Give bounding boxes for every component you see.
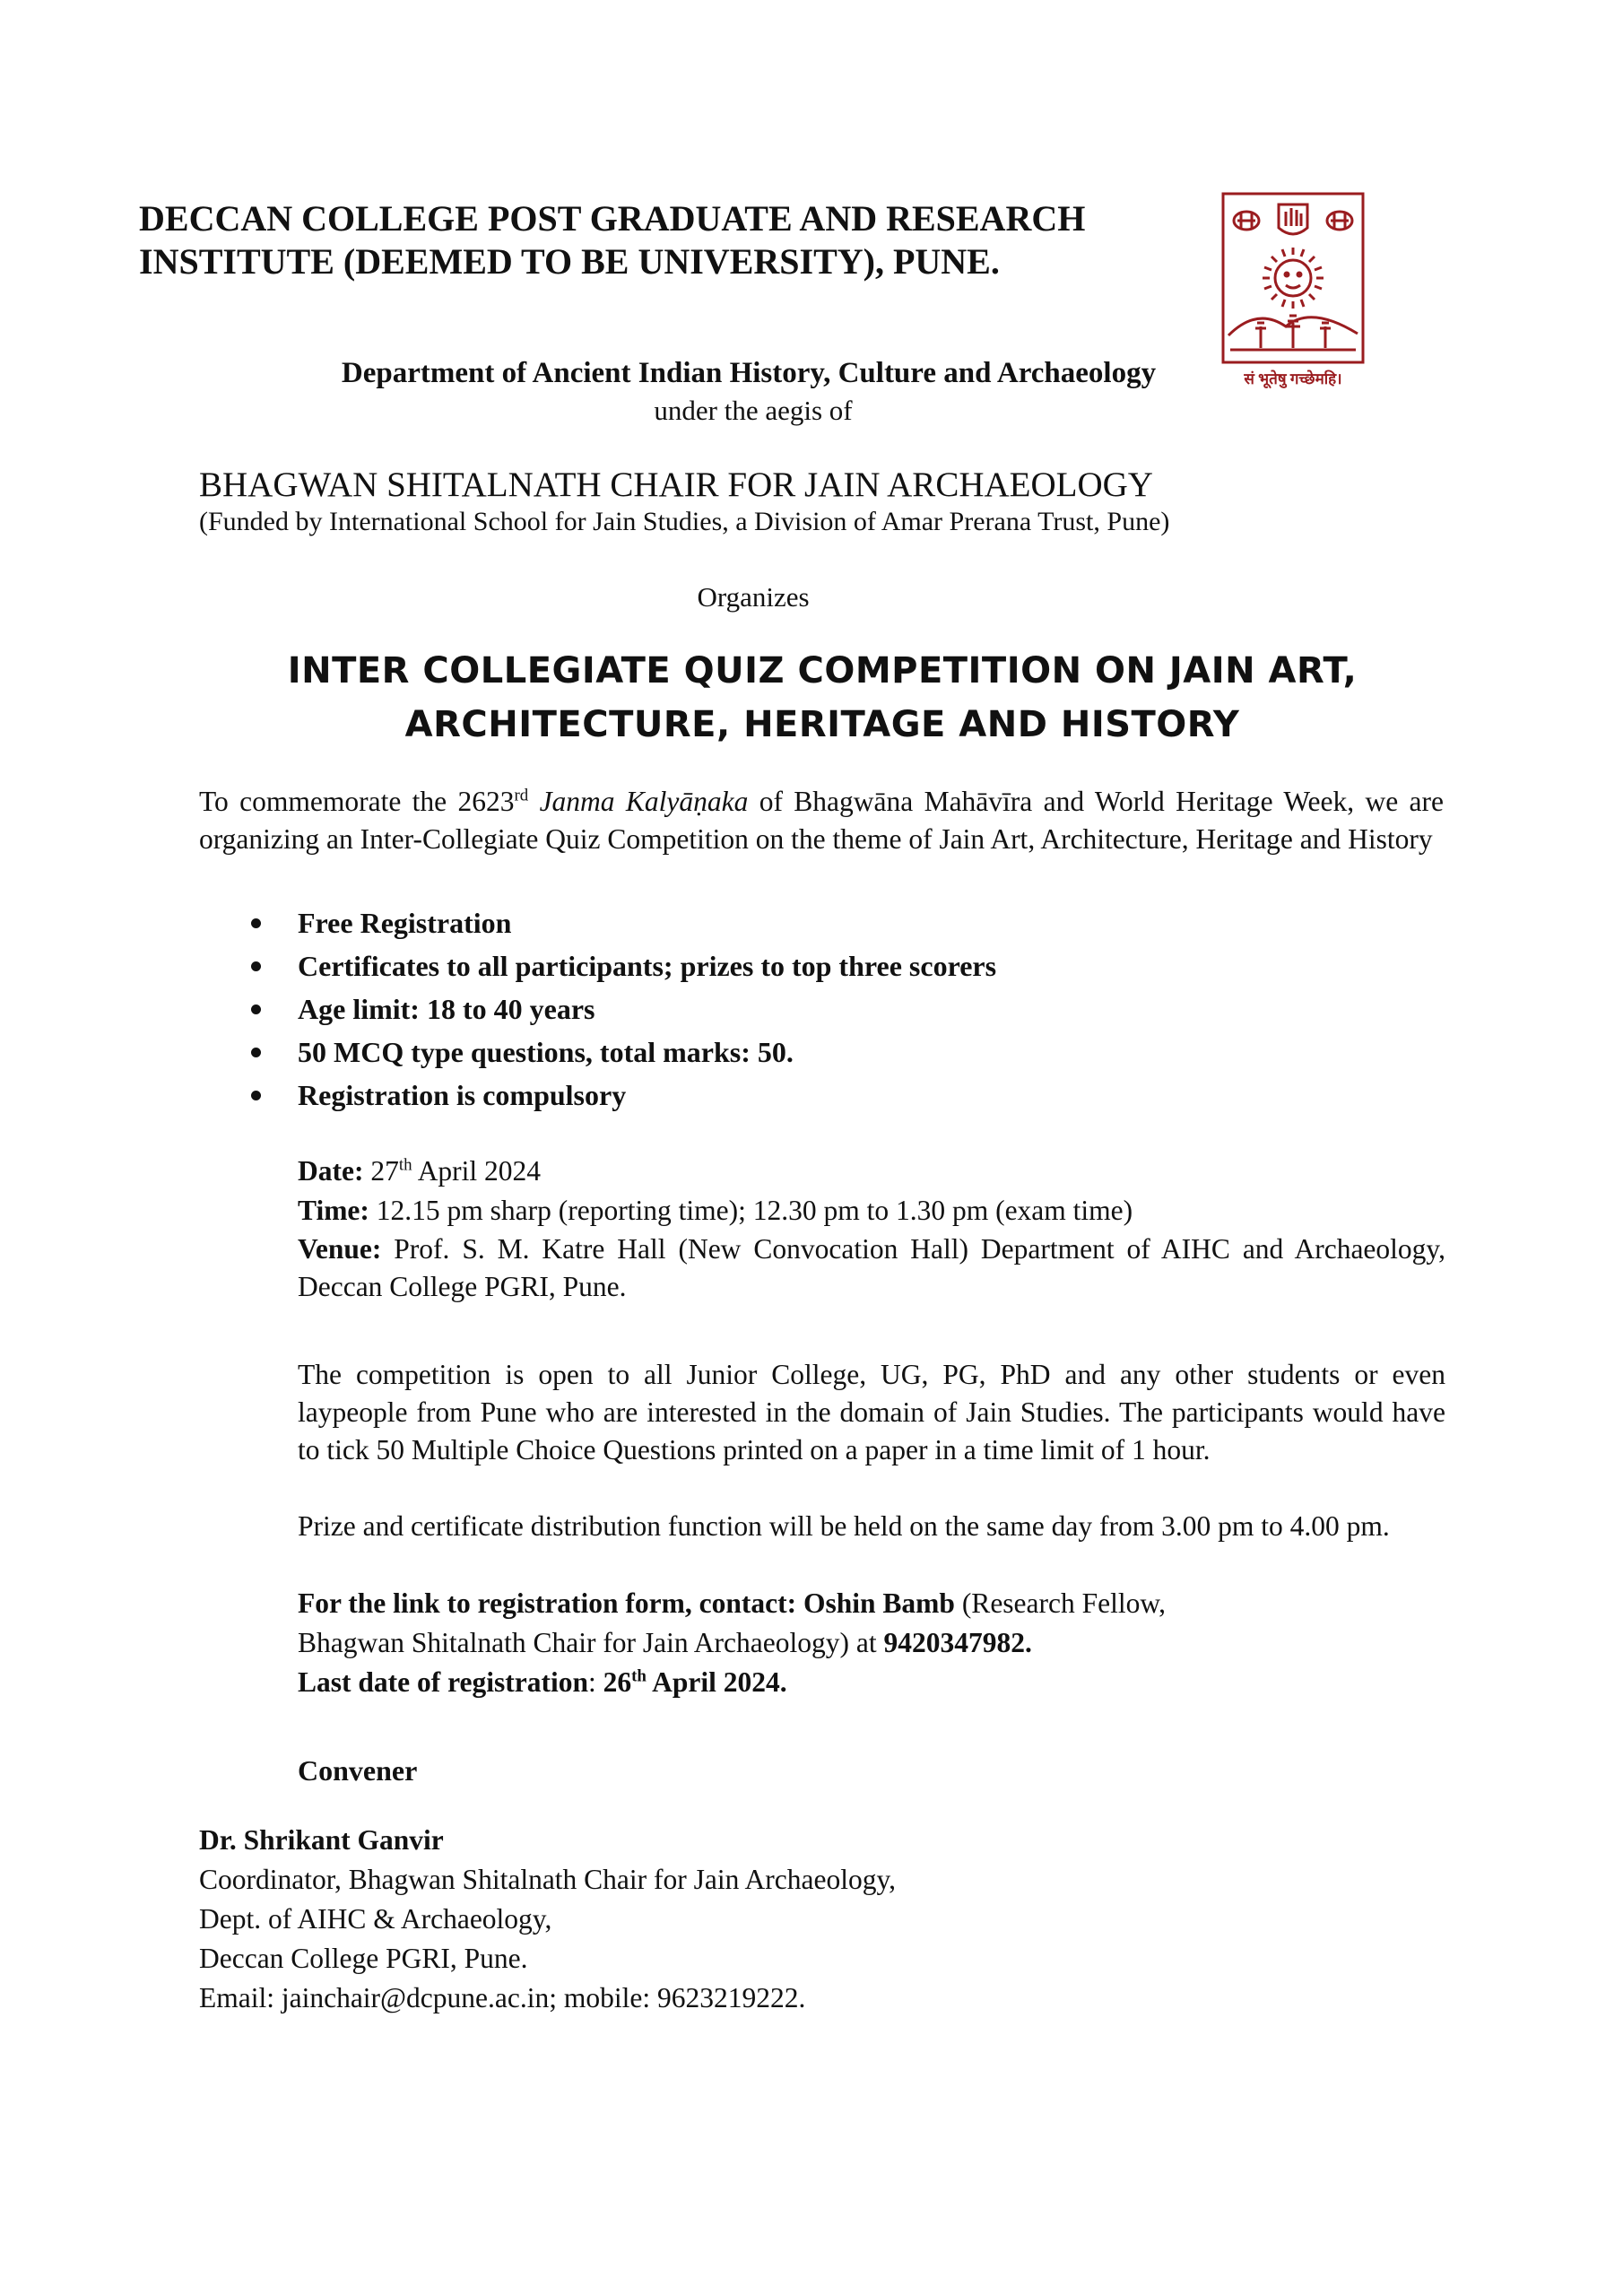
event-title [199, 644, 1445, 752]
contact-phone: 9420347982. [883, 1627, 1032, 1658]
prize-distribution-text: Prize and certificate distribution function will be held on the same day from 3.00 pm to 4.00 pm. [298, 1510, 1390, 1542]
event-venue [298, 1231, 1445, 1306]
signatory-name-text: Dr. Shrikant Ganvir [199, 1824, 444, 1856]
chair-funding: (Funded by International School for Jain Studies, a Division of Amar Prerana Trust, Pune) [199, 507, 1170, 536]
signatory-name [199, 1821, 896, 1860]
venue-value: Prof. S. M. Katre Hall (New Convocation Hall) Department of AIHC and Archaeology, Deccan College PGRI, Pune. [298, 1233, 1445, 1302]
list-item: Certificates to all participants; prizes to top three scorers [244, 944, 1445, 987]
signatory-block [199, 1821, 896, 2018]
last-date-day: 26 [603, 1666, 632, 1698]
intro-ordinal: rd [514, 786, 529, 805]
venue-label: Venue: [298, 1233, 382, 1265]
institute-name-line1: DECCAN COLLEGE POST GRADUATE AND RESEARCH [139, 198, 1086, 239]
contact-chair: Bhagwan Shitalnath Chair for Jain Archaeology) at [298, 1627, 877, 1658]
list-item: 50 MCQ type questions, total marks: 50. [244, 1031, 1445, 1074]
last-date-line [298, 1663, 1445, 1702]
contact-name: Oshin Bamb [803, 1587, 955, 1619]
date-day: 27 [370, 1155, 399, 1187]
signatory-line1: Coordinator, Bhagwan Shitalnath Chair for Jain Archaeology, [199, 1864, 897, 1895]
college-logo [1221, 192, 1365, 364]
shell-icon [1327, 212, 1352, 230]
contact-label: For the link to registration form, contact: [298, 1587, 797, 1619]
intro-text-start: To commemorate the 2623 [199, 786, 515, 817]
time-label: Time: [298, 1195, 369, 1226]
contact-role: (Research Fellow, [961, 1587, 1166, 1619]
date-label: Date: [298, 1155, 364, 1187]
signatory-contact: Email: jainchair@dcpune.ac.in; mobile: 9623219222. [199, 1982, 806, 2013]
competition-description: The competition is open to all Junior College, UG, PG, PhD and any other students or even laypeople from Pune who are interested in the domain of Jain Studies. The participants would have to tick 50 Multiple Choice Questions printed on a paper in a time limit of 1 hour. [298, 1359, 1445, 1465]
registration-contact [298, 1584, 1445, 1702]
time-value: 12.15 pm sharp (reporting time); 12.30 pm to 1.30 pm (exam time) [376, 1195, 1133, 1226]
last-date-rest: April 2024. [652, 1666, 787, 1698]
aegis-text: under the aegis of [654, 395, 853, 426]
department-name: Department of Ancient Indian History, Culture and Archaeology [341, 357, 1157, 389]
institute-name-line2: INSTITUTE (DEEMED TO BE UNIVERSITY), PUNE. [139, 241, 1000, 282]
contact-line1 [298, 1584, 1445, 1623]
logo-motto: सं भूतेषु गच्छेमहि। [1244, 370, 1342, 387]
chair-title: BHAGWAN SHITALNATH CHAIR FOR JAIN ARCHAEOLOGY [199, 465, 1153, 504]
event-time [298, 1191, 1445, 1231]
institute-name [139, 197, 1170, 283]
last-date-ordinal: th [631, 1666, 647, 1686]
shell-icon [1234, 212, 1259, 230]
event-details [298, 1152, 1445, 1306]
signatory-line2: Dept. of AIHC & Archaeology, [199, 1903, 552, 1935]
highlights-list [244, 901, 1445, 1117]
hand-icon [1279, 204, 1307, 234]
organizes-text: Organizes [697, 581, 810, 613]
sun-icon [1263, 248, 1324, 309]
convener-label: Convener [298, 1754, 418, 1787]
last-date-colon: : [588, 1666, 596, 1698]
event-title-line2: ARCHITECTURE, HERITAGE AND HISTORY [404, 704, 1240, 745]
date-rest: April 2024 [417, 1155, 542, 1187]
intro-italic-term: Janma Kalyāṇaka [539, 786, 749, 817]
intro-paragraph [199, 783, 1444, 858]
intro-text-rest: of Bhagwāna Mahāvīra and World Heritage Week, we are organizing an Inter-Collegiate Quiz Competition on the theme of Jain Art, Architecture, Heritage and History [199, 786, 1445, 855]
contact-line2 [298, 1623, 1445, 1663]
event-title-line1: INTER COLLEGIATE QUIZ COMPETITION ON JAIN ART, [287, 650, 1358, 691]
list-item: Free Registration [244, 901, 1445, 944]
signatory-line3: Deccan College PGRI, Pune. [199, 1943, 528, 1974]
date-ordinal: th [398, 1155, 412, 1175]
event-date [298, 1152, 1445, 1191]
list-item: Age limit: 18 to 40 years [244, 987, 1445, 1031]
last-date-label: Last date of registration [298, 1666, 588, 1698]
list-item: Registration is compulsory [244, 1074, 1445, 1117]
